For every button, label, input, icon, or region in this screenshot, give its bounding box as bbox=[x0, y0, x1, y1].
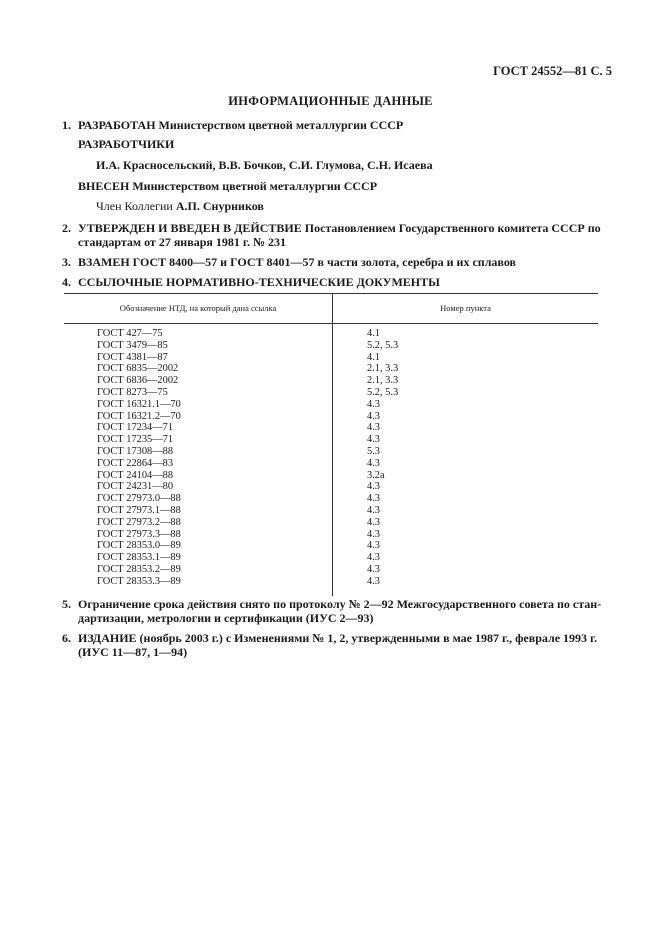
column-header-designation: Обозначение НТД, на который дана ссылка bbox=[64, 294, 333, 324]
standard-designation: ГОСТ 27973.1—88 bbox=[64, 505, 333, 517]
developers-names: И.А. Красносельский, В.В. Бочков, С.И. Глумова, С.Н. Исаева bbox=[96, 158, 433, 172]
clause-number: 3.2а bbox=[367, 469, 385, 481]
standard-designation: ГОСТ 22864—83 bbox=[64, 458, 333, 470]
clause-number: 5.2, 5.3 bbox=[367, 339, 399, 351]
table-bottom-spacer bbox=[64, 588, 598, 596]
clause-number: 4.3 bbox=[367, 422, 380, 434]
standard-designation: ГОСТ 427—75 bbox=[64, 324, 333, 340]
item-2-line-1: УТВЕРЖДЕН И ВВЕДЕН В ДЕЙСТВИЕ Постановлением Государственного комитета СССР по bbox=[78, 221, 601, 235]
page-header: ГОСТ 24552—81 С. 5 bbox=[493, 64, 612, 78]
item-6-line-1: ИЗДАНИЕ (ноябрь 2003 г.) с Изменениями № 1, 2, утвержденными в мае 1987 г., феврале 1993 г. bbox=[78, 631, 598, 645]
item-6-line-2: (ИУС 11—87, 1—94) bbox=[78, 645, 188, 659]
clause-number: 2.1, 3.3 bbox=[367, 363, 399, 375]
table-row bbox=[64, 458, 598, 470]
standard-designation: ГОСТ 27973.0—88 bbox=[64, 493, 333, 505]
standard-designation: ГОСТ 28353.3—89 bbox=[64, 576, 333, 588]
item-6 bbox=[62, 631, 597, 646]
table-row bbox=[64, 552, 598, 564]
reference-documents-table bbox=[64, 293, 598, 596]
column-header-clause: Номер пункта bbox=[333, 294, 599, 324]
table-row bbox=[64, 411, 598, 423]
standard-designation: ГОСТ 24104—88 bbox=[64, 470, 333, 482]
table-row bbox=[64, 446, 598, 458]
clause-number: 4.3 bbox=[367, 493, 380, 505]
clause-number: 4.3 bbox=[367, 481, 380, 493]
standard-designation: ГОСТ 17235—71 bbox=[64, 434, 333, 446]
page-title: ИНФОРМАЦИОННЫЕ ДАННЫЕ bbox=[228, 94, 433, 108]
table-row bbox=[64, 517, 598, 529]
board-member-label: Член Коллегии bbox=[96, 199, 173, 213]
clause-number: 4.3 bbox=[367, 575, 380, 587]
standard-designation: ГОСТ 17234—71 bbox=[64, 422, 333, 434]
item-1 bbox=[62, 118, 403, 133]
item-3-text: ВЗАМЕН ГОСТ 8400—57 и ГОСТ 8401—57 в части золота, серебра и их сплавов bbox=[78, 255, 516, 269]
item-5-number: 5. bbox=[62, 597, 71, 611]
item-2-number: 2. bbox=[62, 221, 71, 235]
standard-designation: ГОСТ 28353.1—89 bbox=[64, 552, 333, 564]
clause-number: 4.3 bbox=[367, 563, 380, 575]
item-2-line-2: стандартам от 27 января 1981 г. № 231 bbox=[78, 235, 287, 249]
item-6-number: 6. bbox=[62, 631, 71, 645]
table-row bbox=[64, 470, 598, 482]
table-row bbox=[64, 340, 598, 352]
table-row bbox=[64, 422, 598, 434]
standard-designation: ГОСТ 3479—85 bbox=[64, 340, 333, 352]
standard-designation: ГОСТ 27973.2—88 bbox=[64, 517, 333, 529]
table-row bbox=[64, 564, 598, 576]
clause-number: 4.3 bbox=[367, 504, 380, 516]
table-row bbox=[64, 493, 598, 505]
table-row bbox=[64, 505, 598, 517]
clause-number: 5.3 bbox=[367, 445, 380, 457]
standard-designation: ГОСТ 6836—2002 bbox=[64, 375, 333, 387]
table-row bbox=[64, 399, 598, 411]
item-2 bbox=[62, 221, 601, 236]
reference-table-body bbox=[64, 324, 598, 596]
standard-designation: ГОСТ 17308—88 bbox=[64, 446, 333, 458]
table-row bbox=[64, 375, 598, 387]
table-row bbox=[64, 540, 598, 552]
developers-label: РАЗРАБОТЧИКИ bbox=[78, 137, 175, 151]
item-3-number: 3. bbox=[62, 255, 71, 269]
item-5 bbox=[62, 597, 601, 612]
clause-number: 5.2, 5.3 bbox=[367, 386, 399, 398]
standard-designation: ГОСТ 8273—75 bbox=[64, 387, 333, 399]
table-row bbox=[64, 529, 598, 541]
board-member bbox=[96, 199, 264, 214]
item-3 bbox=[62, 255, 516, 270]
item-1-text: РАЗРАБОТАН Министерством цветной металлургии СССР bbox=[78, 118, 404, 132]
table-row bbox=[64, 352, 598, 364]
clause-number: 4.3 bbox=[367, 457, 380, 469]
standard-designation: ГОСТ 27973.3—88 bbox=[64, 529, 333, 541]
clause-number: 4.3 bbox=[367, 516, 380, 528]
standard-designation: ГОСТ 28353.0—89 bbox=[64, 540, 333, 552]
item-4-number: 4. bbox=[62, 275, 71, 289]
clause-number: 4.3 bbox=[367, 434, 380, 446]
clause-number: 4.3 bbox=[367, 540, 380, 552]
standard-designation: ГОСТ 16321.2—70 bbox=[64, 411, 333, 423]
standard-designation: ГОСТ 6835—2002 bbox=[64, 363, 333, 375]
clause-number: 4.3 bbox=[367, 410, 380, 422]
board-member-name: А.П. Снурников bbox=[175, 199, 264, 213]
clause-number: 4.1 bbox=[367, 328, 380, 339]
table-row bbox=[64, 363, 598, 375]
clause-number: 4.1 bbox=[367, 351, 380, 363]
clause-number: 2.1, 3.3 bbox=[367, 375, 399, 387]
table-row bbox=[64, 434, 598, 446]
table-row bbox=[64, 576, 598, 588]
standard-designation: ГОСТ 4381—87 bbox=[64, 352, 333, 364]
clause-number: 4.3 bbox=[367, 528, 380, 540]
standard-designation: ГОСТ 24231—80 bbox=[64, 481, 333, 493]
table-row bbox=[64, 481, 598, 493]
clause-number: 4.3 bbox=[367, 552, 380, 564]
introduced-by: ВНЕСЕН Министерством цветной металлургии СССР bbox=[78, 179, 378, 193]
item-5-line-1: Ограничение срока действия снято по протоколу № 2—92 Межгосударственного совета по стан- bbox=[78, 597, 602, 611]
standard-designation: ГОСТ 16321.1—70 bbox=[64, 399, 333, 411]
table-row bbox=[64, 324, 598, 340]
clause-number: 4.3 bbox=[367, 398, 380, 410]
table-row bbox=[64, 387, 598, 399]
standard-designation: ГОСТ 28353.2—89 bbox=[64, 564, 333, 576]
item-1-number: 1. bbox=[62, 118, 71, 132]
item-4 bbox=[62, 275, 440, 290]
item-5-line-2: дартизации, метрологии и сертификации (ИУС 2—93) bbox=[78, 611, 374, 625]
item-4-text: ССЫЛОЧНЫЕ НОРМАТИВНО-ТЕХНИЧЕСКИЕ ДОКУМЕНТЫ bbox=[78, 275, 440, 289]
